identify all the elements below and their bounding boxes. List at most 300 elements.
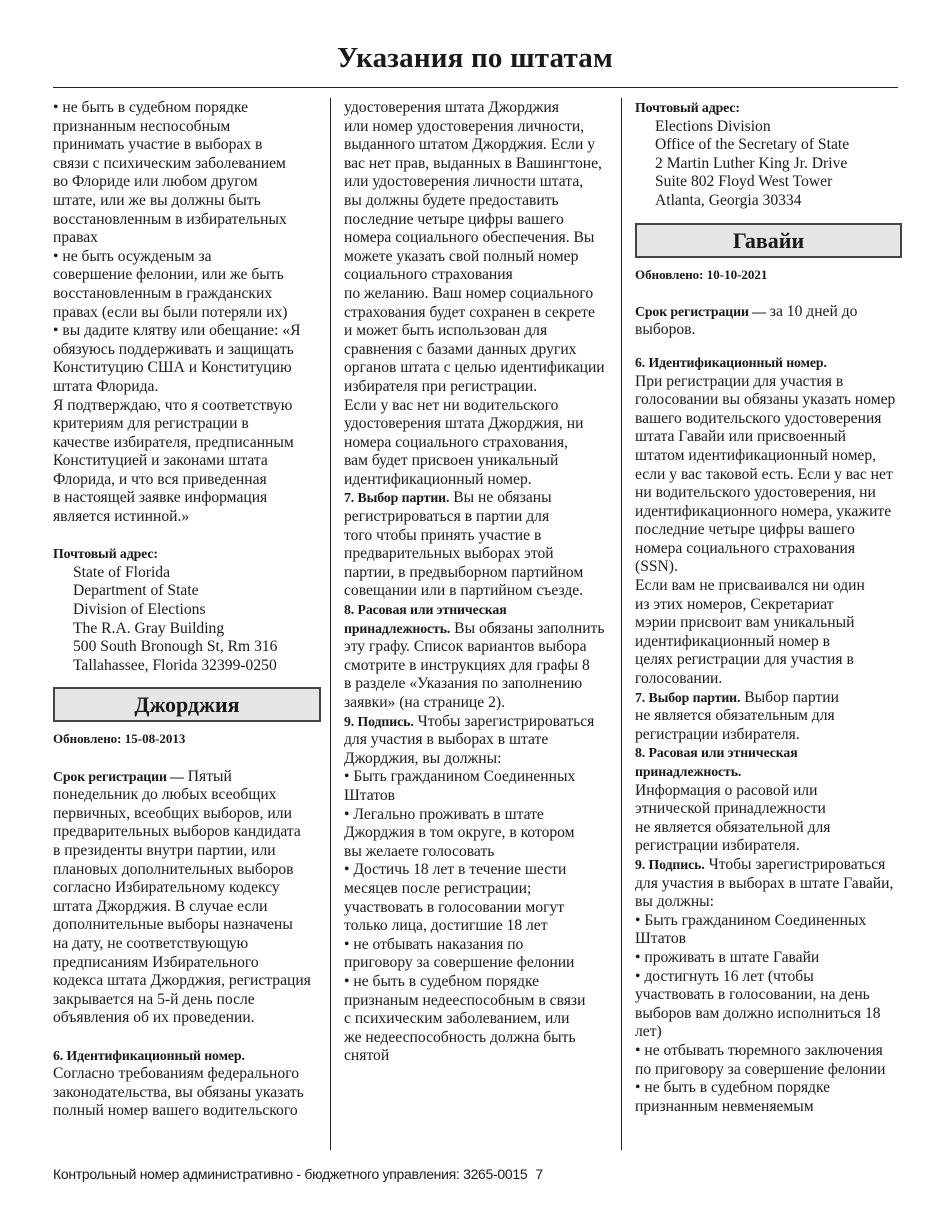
text-line-text: Конституцией и законами штата: [53, 452, 268, 470]
party-line-text: Вы не обязаны: [449, 489, 552, 507]
text-line: [344, 155, 614, 174]
text-line-text: можете указать свой полный номер: [344, 247, 579, 265]
georgia-id-text: [53, 1065, 321, 1121]
text-line: [344, 341, 614, 360]
text-line: [344, 192, 614, 211]
signature-line: [344, 713, 614, 732]
party-line-text: Выбор партии: [740, 688, 839, 706]
address-line-text: Office of the Secretary of State: [655, 136, 850, 154]
text-line: [635, 837, 902, 856]
georgia-party-section: [344, 489, 614, 601]
text-line: [635, 558, 902, 577]
text-line-text: и может быть использован для: [344, 322, 548, 340]
signature-line: [635, 856, 902, 875]
signature-line-text: по приговору за совершение фелонии: [635, 1060, 886, 1078]
georgia-race-section: [344, 620, 614, 713]
signature-line-label: 9. Подпись.: [635, 856, 705, 872]
text-line-text: этнической принадлежности: [635, 800, 826, 818]
deadline-line: [53, 879, 321, 898]
deadline-line-text: за 10 дней до: [765, 302, 858, 320]
georgia-id-continued: [344, 99, 614, 489]
signature-line-text: Штатов: [635, 930, 687, 948]
text-line-text: номера социального страхования: [635, 539, 856, 557]
text-line: [53, 155, 321, 174]
deadline-line: [53, 842, 321, 861]
deadline-line: [635, 303, 902, 322]
hawaii-party-section: [635, 689, 902, 745]
text-line: [53, 285, 321, 304]
text-line: [344, 397, 614, 416]
signature-line-text: • Достичь 18 лет в течение шести: [344, 861, 567, 879]
text-line: [635, 466, 902, 485]
party-line: [635, 707, 902, 726]
race-line-label: принадлежность.: [344, 620, 451, 636]
text-line-text: восстановленным в гражданских: [53, 284, 273, 302]
deadline-line: [53, 786, 321, 805]
signature-line: [635, 1098, 902, 1117]
deadline-line-text: на дату, не соответствующую: [53, 934, 249, 952]
text-line-text: правах: [53, 229, 98, 247]
signature-line-text: • Быть гражданином Соединенных: [635, 911, 867, 929]
column-1: [53, 99, 321, 1121]
text-line-text: мэрии присвоит вам уникальный: [635, 614, 855, 632]
hawaii-updated: Обновлено: 10-10-2021: [635, 266, 768, 282]
address-line-text: Elections Division: [655, 117, 771, 135]
text-line: [53, 1065, 321, 1084]
text-line: [53, 434, 321, 453]
text-line-text: избирателя при регистрации.: [344, 377, 538, 395]
race-line-text: в разделе «Указания по заполнению: [344, 675, 583, 693]
text-line: [635, 670, 902, 689]
text-line-text: принимать участие в выборах в: [53, 136, 263, 154]
signature-line-text: • не отбывать тюремного заключения: [635, 1041, 883, 1059]
text-line-text: последние четыре цифры вашего: [635, 521, 855, 539]
deadline-line-text: выборов.: [635, 321, 696, 339]
text-line: [635, 373, 902, 392]
text-line: [344, 378, 614, 397]
text-line: [344, 211, 614, 230]
deadline-line-label: Срок регистрации —: [53, 768, 184, 784]
party-line-text: не является обязательным для: [635, 707, 835, 725]
signature-line-text: • не быть в судебном порядке: [635, 1079, 831, 1097]
text-line: [53, 136, 321, 155]
deadline-line: [53, 861, 321, 880]
signature-line: [635, 912, 902, 931]
signature-line: [635, 893, 902, 912]
signature-line-text: месяцев после регистрации;: [344, 879, 532, 897]
text-line-text: Я подтверждаю, что я соответствую: [53, 396, 293, 414]
race-line-text: Вы обязаны заполнить: [450, 619, 605, 637]
text-line: [635, 447, 902, 466]
deadline-line-text: согласно Избирательному кодексу: [53, 879, 280, 897]
deadline-line-text: дополнительные выборы назначены: [53, 916, 293, 934]
text-line: [53, 1102, 321, 1121]
text-line-text: целях регистрации для участия в: [635, 651, 854, 669]
text-line: [53, 248, 321, 267]
race-line-text: смотрите в инструкциях для графы 8: [344, 656, 590, 674]
text-line: [344, 322, 614, 341]
signature-line: [635, 986, 902, 1005]
deadline-line: [53, 823, 321, 842]
georgia-address: [635, 118, 902, 211]
signature-line: [344, 750, 614, 769]
signature-line-label: 9. Подпись.: [344, 713, 414, 729]
signature-line-text: же недееспособность должна быть: [344, 1028, 576, 1046]
signature-line: [344, 936, 614, 955]
signature-line: [344, 880, 614, 899]
georgia-updated: Обновлено: 15-08-2013: [53, 731, 186, 747]
florida-mail-label: Почтовый адрес:: [53, 546, 158, 562]
signature-line: [344, 806, 614, 825]
text-line: [344, 266, 614, 285]
deadline-line-label: Срок регистрации —: [635, 303, 766, 319]
signature-line-text: Штатов: [344, 786, 396, 804]
text-line: [344, 99, 614, 118]
deadline-line-text: плановых дополнительных выборов: [53, 860, 294, 878]
signature-line-text: • Быть гражданином Соединенных: [344, 768, 576, 786]
text-line-text: или удостоверения личности штата,: [344, 173, 584, 191]
text-line: [344, 359, 614, 378]
text-line: [635, 577, 902, 596]
hawaii-header: Гавайи: [635, 223, 902, 258]
signature-line-text: вы должны:: [635, 893, 714, 911]
text-line: [344, 285, 614, 304]
text-line-text: выданного штатом Джорджия. Если у: [344, 136, 595, 154]
text-line: [53, 489, 321, 508]
signature-line: [635, 968, 902, 987]
text-line: [635, 651, 902, 670]
text-line: [53, 415, 321, 434]
signature-line-text: Джорджия, вы должны:: [344, 749, 502, 767]
title-divider: [53, 87, 898, 88]
text-line-text: номера социального обеспечения. Вы: [344, 229, 595, 247]
signature-line: [635, 1042, 902, 1061]
georgia-mail-label: Почтовый адрес:: [635, 100, 740, 115]
text-line-text: по желанию. Ваш номер социального: [344, 284, 594, 302]
text-line: [344, 118, 614, 137]
address-line: [655, 136, 902, 155]
party-line-label: 7. Выбор партии.: [344, 490, 450, 506]
address-line: [73, 564, 321, 583]
florida-address: [53, 564, 321, 676]
address-line-text: Department of State: [73, 582, 199, 600]
party-line: [344, 545, 614, 564]
text-line-text: номера социального страхования,: [344, 433, 568, 451]
text-line-text: Флорида, и что вся приведенная: [53, 470, 267, 488]
party-line: [635, 726, 902, 745]
text-line: [635, 428, 902, 447]
georgia-deadline: [53, 768, 321, 1028]
signature-line-text: участвовать в голосовании могут: [344, 898, 565, 916]
address-line-text: Atlanta, Georgia 30334: [655, 191, 802, 209]
address-line-text: 500 South Bronough St, Rm 316: [73, 638, 278, 656]
race-line: [344, 657, 614, 676]
deadline-line: [53, 916, 321, 935]
race-line: [344, 638, 614, 657]
text-line: [344, 136, 614, 155]
signature-line-text: участвовать в голосовании, на день: [635, 986, 870, 1004]
text-line: [53, 99, 321, 118]
text-line: [344, 415, 614, 434]
text-line-text: страхования будет сохранен в секрете: [344, 303, 595, 321]
signature-line-text: • достигнуть 16 лет (чтобы: [635, 967, 814, 985]
text-line: [344, 173, 614, 192]
party-line-label: 7. Выбор партии.: [635, 689, 741, 705]
deadline-line: [53, 768, 321, 787]
text-line-text: признанным неспособным: [53, 117, 231, 135]
party-line-text: регистрации избирателя.: [635, 725, 800, 743]
signature-line: [344, 992, 614, 1011]
hawaii-id-label: 6. Идентификационный номер.: [635, 354, 827, 370]
signature-line-text: признаным недееспособным в связи: [344, 991, 586, 1009]
signature-line-text: только лица, достигшие 18 лет: [344, 917, 548, 935]
deadline-line-text: штата Джорджия. В случае если: [53, 897, 268, 915]
race-line: [344, 694, 614, 713]
florida-requirements: [53, 99, 321, 527]
text-line-text: правах (если вы были потеряли их): [53, 303, 288, 321]
deadline-line-text: закрывается на 5-й день после: [53, 990, 255, 1008]
text-line: [635, 596, 902, 615]
signature-line: [635, 1005, 902, 1024]
party-line: [344, 582, 614, 601]
text-line-text: регистрации избирателя.: [635, 837, 800, 855]
text-line: [635, 391, 902, 410]
georgia-race-label-1: [344, 601, 614, 620]
race-line-text: эту графу. Список вариантов выбора: [344, 638, 587, 656]
text-line-text: • вы дадите клятву или обещание: «Я: [53, 322, 301, 340]
signature-line: [635, 875, 902, 894]
text-line-text: штата Гавайи или присвоенный: [635, 428, 847, 446]
signature-line: [344, 861, 614, 880]
signature-line-text: Чтобы зарегистрироваться: [704, 855, 886, 873]
race-line: [344, 675, 614, 694]
deadline-line-text: предписаниям Избирательного: [53, 953, 259, 971]
party-line: [635, 689, 902, 708]
signature-line: [635, 1061, 902, 1080]
georgia-race-label: 8. Расовая или этническая: [344, 602, 507, 618]
signature-line-text: • Легально проживать в штате: [344, 805, 544, 823]
signature-line: [635, 1079, 902, 1098]
deadline-line-text: кодекса штата Джорджия, регистрация: [53, 972, 311, 990]
text-line-text: • не быть осужденым за: [53, 247, 212, 265]
deadline-line-text: понедельник до любых всеобщих: [53, 786, 277, 804]
deadline-line: [635, 321, 902, 340]
signature-line: [344, 954, 614, 973]
text-line-text: идентификационного номера, укажите: [635, 502, 892, 520]
text-line-text: удостоверения штата Джорджия, ни: [344, 415, 584, 433]
georgia-header: Джорджия: [53, 687, 321, 722]
text-line: [635, 782, 902, 801]
signature-line: [344, 824, 614, 843]
text-line-text: Информация о расовой или: [635, 781, 818, 799]
signature-line-text: лет): [635, 1023, 662, 1041]
address-line: [73, 638, 321, 657]
text-line: [53, 397, 321, 416]
text-line-text: • не быть в судебном порядке: [53, 99, 249, 116]
text-line-text: связи с психическим заболеванием: [53, 154, 286, 172]
signature-line-text: с психическим заболеванием, или: [344, 1010, 570, 1028]
omb-control-number: Контрольный номер административно - бюджетного управления: 3265-0015: [53, 1166, 528, 1182]
text-line: [635, 540, 902, 559]
signature-line: [344, 1010, 614, 1029]
text-line-text: не является обязательной для: [635, 818, 831, 836]
party-line-text: регистрироваться в партии для: [344, 508, 550, 526]
text-line-text: При регистрации для участия в: [635, 372, 844, 390]
deadline-line-text: предварительных выборов кандидата: [53, 823, 301, 841]
text-line: [635, 410, 902, 429]
text-line-text: последние четыре цифры вашего: [344, 210, 564, 228]
party-line-text: партии, в предвыборном партийном: [344, 563, 584, 581]
text-line-text: идентификационный номер.: [344, 470, 532, 488]
signature-line-text: приговору за совершение фелонии: [344, 954, 575, 972]
text-line-text: Если вам не присваивался ни один: [635, 577, 865, 595]
text-line: [53, 266, 321, 285]
address-line: [655, 192, 902, 211]
georgia-signature-section: [344, 713, 614, 1066]
deadline-line-text: первичных, всеобщих выборов, или: [53, 804, 292, 822]
text-line-text: если у вас таковой есть. Если у вас нет: [635, 465, 893, 483]
text-line: [635, 614, 902, 633]
text-line: [635, 521, 902, 540]
text-line-text: социального страхования: [344, 266, 513, 284]
address-line-text: The R.A. Gray Building: [73, 619, 225, 637]
text-line-text: вы должны будете предоставить: [344, 191, 559, 209]
text-line-text: штате, или же вы должны быть: [53, 191, 261, 209]
signature-line: [344, 787, 614, 806]
text-line: [53, 173, 321, 192]
text-line-text: полный номер вашего водительского: [53, 1102, 298, 1120]
text-line-text: критериям для регистрации в: [53, 415, 249, 433]
signature-line: [635, 1023, 902, 1042]
text-line: [53, 508, 321, 527]
deadline-line-text: в президенты внутри партии, или: [53, 841, 276, 859]
text-line-text: Конституцию США и Конституцию: [53, 359, 292, 377]
text-line-text: законодательства, вы обязаны указать: [53, 1083, 304, 1101]
signature-line: [635, 949, 902, 968]
signature-line: [344, 917, 614, 936]
text-line: [344, 452, 614, 471]
address-line: [655, 155, 902, 174]
text-line: [635, 800, 902, 819]
hawaii-id-text: [635, 373, 902, 689]
signature-line-text: снятой: [344, 1047, 390, 1065]
deadline-line: [53, 991, 321, 1010]
text-line-text: голосовании.: [635, 670, 723, 688]
text-line: [53, 1084, 321, 1103]
footer: [53, 1166, 543, 1182]
party-line-text: того чтобы принять участие в: [344, 526, 542, 544]
address-line: [655, 118, 902, 137]
text-line: [53, 322, 321, 341]
address-line: [73, 582, 321, 601]
text-line-text: или номер удостоверения личности,: [344, 117, 585, 135]
signature-line: [344, 843, 614, 862]
address-line: [655, 173, 902, 192]
text-line-text: качестве избирателя, предписанным: [53, 433, 294, 451]
text-line: [53, 229, 321, 248]
georgia-id-label: 6. Идентификационный номер.: [53, 1047, 245, 1063]
party-line: [344, 508, 614, 527]
text-line-text: совершение фелонии, или же быть: [53, 266, 284, 284]
deadline-line-text: Пятый: [183, 767, 232, 785]
address-line: [73, 601, 321, 620]
text-line-text: штата Флорида.: [53, 377, 159, 395]
address-line-text: 2 Martin Luther King Jr. Drive: [655, 154, 848, 172]
text-line: [344, 229, 614, 248]
text-line: [635, 633, 902, 652]
party-line: [344, 527, 614, 546]
party-line-text: совещании или в партийном съезде.: [344, 582, 584, 600]
deadline-line: [53, 898, 321, 917]
text-line: [344, 248, 614, 267]
signature-line-text: • не быть в судебном порядке: [344, 972, 540, 990]
text-line-text: голосовании вы обязаны указать номер: [635, 391, 896, 409]
signature-line-text: признанным невменяемым: [635, 1097, 814, 1115]
signature-line-text: вы желаете голосовать: [344, 842, 495, 860]
signature-line: [344, 731, 614, 750]
address-line-text: Tallahassee, Florida 32399-0250: [73, 656, 277, 674]
text-line: [635, 484, 902, 503]
text-line-text: органов штата с целью идентификации: [344, 359, 605, 377]
text-line: [53, 452, 321, 471]
text-line: [53, 341, 321, 360]
text-line-text: ни водительского удостоверения, ни: [635, 484, 876, 502]
text-line: [344, 471, 614, 490]
race-line-text: заявки» (на странице 2).: [344, 694, 505, 711]
hawaii-race-label: 8. Расовая или этническая принадлежность.: [635, 745, 798, 779]
text-line-text: вашего водительского удостоверения: [635, 409, 882, 427]
text-line-text: идентификационный номер в: [635, 632, 831, 650]
text-line-text: является истинной.»: [53, 508, 190, 526]
hawaii-signature-section: [635, 856, 902, 1116]
deadline-line: [53, 954, 321, 973]
text-line: [53, 304, 321, 323]
party-line: [344, 564, 614, 583]
deadline-line-text: объявления об их проведении.: [53, 1009, 255, 1027]
page-title: Указания по штатам: [337, 42, 613, 74]
signature-line: [344, 768, 614, 787]
text-line: [53, 471, 321, 490]
text-line: [53, 118, 321, 137]
text-line: [344, 434, 614, 453]
column-3: [635, 99, 902, 1116]
signature-line: [635, 930, 902, 949]
text-line: [53, 359, 321, 378]
text-line-text: Если у вас нет ни водительского: [344, 396, 559, 414]
text-line-text: сравнения с базами данных других: [344, 340, 577, 358]
race-line: [344, 620, 614, 639]
text-line: [53, 378, 321, 397]
column-divider-2: [621, 98, 622, 1150]
signature-line-text: для участия в выборах в штате: [344, 731, 549, 749]
deadline-line: [53, 972, 321, 991]
signature-line: [344, 1029, 614, 1048]
text-line: [344, 304, 614, 323]
text-line-text: вас нет прав, выданных в Вашингтоне,: [344, 154, 602, 172]
deadline-line: [53, 805, 321, 824]
signature-line: [344, 899, 614, 918]
address-line-text: State of Florida: [73, 563, 171, 581]
hawaii-race-text: [635, 782, 902, 856]
address-line-text: Division of Elections: [73, 601, 206, 619]
text-line-text: в настоящей заявке информация: [53, 489, 268, 507]
column-2: [344, 99, 614, 1066]
address-line: [73, 657, 321, 676]
page-number: 7: [535, 1166, 543, 1182]
signature-line-text: выборов вам должно исполниться 18: [635, 1004, 881, 1022]
text-line-text: из этих номеров, Секретариат: [635, 595, 834, 613]
address-line-text: Suite 802 Floyd West Tower: [655, 173, 833, 191]
